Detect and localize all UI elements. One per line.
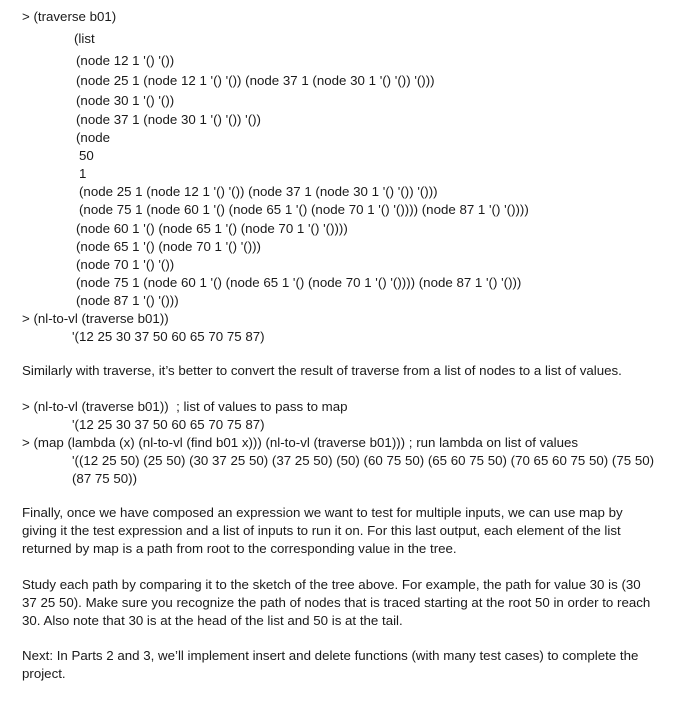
code-line-result: '((12 25 50) (25 50) (30 37 25 50) (37 25 50) (50) (60 75 50) (65 60 75 50) (70 65 60 75 50) (75 50) <box>72 453 655 468</box>
code-line: (node <box>76 130 111 145</box>
code-line: (node 12 1 '() '()) <box>76 53 175 68</box>
code-line: (node 87 1 '() '())) <box>76 293 179 308</box>
paragraph-next-parts: Next: In Parts 2 and 3, we’ll implement insert and delete functions (with many test cases) to complete the project. <box>22 648 639 681</box>
code-line: (node 30 1 '() '()) <box>76 93 175 108</box>
code-line: (list <box>74 31 95 46</box>
code-line-prompt-traverse: > (traverse b01) <box>22 9 117 24</box>
code-line: (node 25 1 (node 12 1 '() '()) (node 37 1 (node 30 1 '() '()) '())) <box>79 184 438 199</box>
code-line: (node 60 1 '() (node 65 1 '() (node 70 1 '() '()))) <box>76 221 348 236</box>
code-line: (node 75 1 (node 60 1 '() (node 65 1 '() (node 70 1 '() '()))) (node 87 1 '() '())) <box>76 275 522 290</box>
code-line-result: '(12 25 30 37 50 60 65 70 75 87) <box>72 329 265 344</box>
code-line: (node 70 1 '() '()) <box>76 257 175 272</box>
paragraph-study-path: Study each path by comparing it to the sketch of the tree above. For example, the path for value 30 is (30 37 25 50). Make sure you recognize the path of nodes that is traced starting at the root 50 in order to reach 30. Also note that 30 is at the head of the list and 50 is at the tail. <box>22 577 651 628</box>
code-line: 50 <box>79 148 94 163</box>
code-line-prompt-nl-to-vl: > (nl-to-vl (traverse b01)) ; list of values to pass to map <box>22 399 348 414</box>
code-line-result: (87 75 50)) <box>72 471 138 486</box>
code-line-result: '(12 25 30 37 50 60 65 70 75 87) <box>72 417 265 432</box>
code-line-prompt-map: > (map (lambda (x) (nl-to-vl (find b01 x))) (nl-to-vl (traverse b01))) ; run lambda on list of values <box>22 435 579 450</box>
code-line-prompt-nl-to-vl: > (nl-to-vl (traverse b01)) <box>22 311 169 326</box>
code-line: (node 65 1 '() (node 70 1 '() '())) <box>76 239 261 254</box>
paragraph-convert-traverse: Similarly with traverse, it’s better to convert the result of traverse from a list of nodes to a list of values. <box>22 363 622 378</box>
code-line: (node 75 1 (node 60 1 '() (node 65 1 '() (node 70 1 '() '()))) (node 87 1 '() '()))) <box>79 202 529 217</box>
code-line: (node 37 1 (node 30 1 '() '()) '()) <box>76 112 261 127</box>
paragraph-compose-map: Finally, once we have composed an expression we want to test for multiple inputs, we can use map by giving it the test expression and a list of inputs to run it on. For this last output, each element of the list returned by map is a path from root to the corresponding value in the tree. <box>22 505 623 556</box>
code-line: 1 <box>79 166 87 181</box>
code-line: (node 25 1 (node 12 1 '() '()) (node 37 1 (node 30 1 '() '()) '())) <box>76 73 435 88</box>
